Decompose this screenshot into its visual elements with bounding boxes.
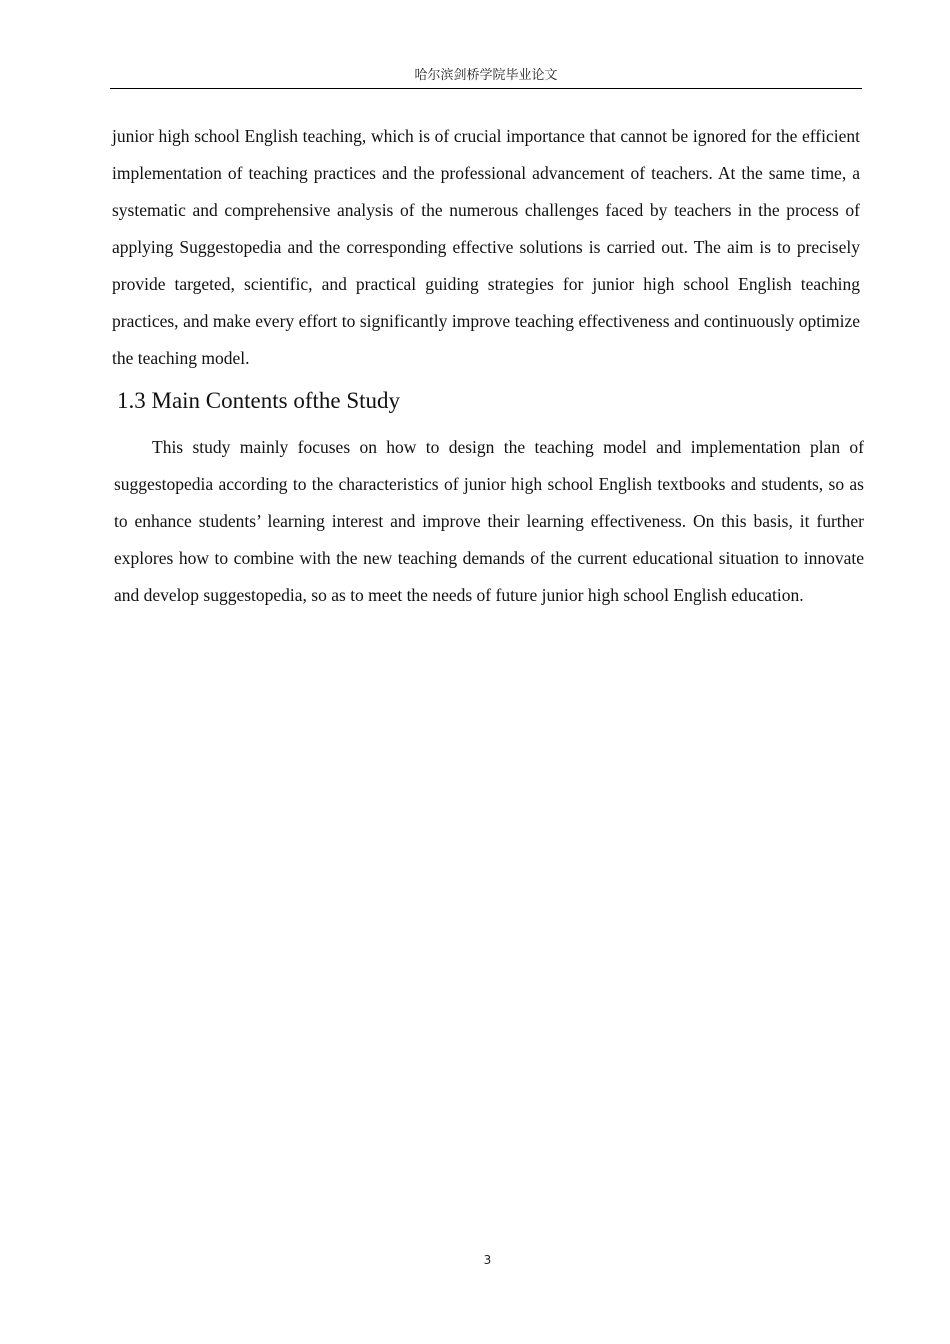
header-title: 哈尔滨剑桥学院毕业论文 [414,68,558,83]
section-heading: 1.3 Main Contents ofthe Study [117,388,401,413]
page-number: 3 [483,1253,492,1267]
body-paragraph-1: junior high school English teaching, which is of crucial importance that cannot be ignored for the efficient implementation of teaching practices and the professional advancement of teachers. At the same time, a systematic and comprehensive analysis of the numerous challenges faced by teachers in the process of applying Suggestopedia and the corresponding effective solutions is carried out. The aim is to precisely provide targeted, scientific, and practical guiding strategies for junior high school English teaching practices, and make every effort to significantly improve teaching effectiveness and continuously optimize the teaching model. [112,126,860,368]
body-paragraph-2: This study mainly focuses on how to design the teaching model and implementation plan of suggestopedia according to the characteristics of junior high school English textbooks and students, so as to enhance students’ learning interest and improve their learning effectiveness. On this basis, it further explores how to combine with the new teaching demands of the current educational situation to innovate and develop suggestopedia, so as to meet the needs of future junior high school English education. [114,437,864,605]
page-header [110,66,862,89]
